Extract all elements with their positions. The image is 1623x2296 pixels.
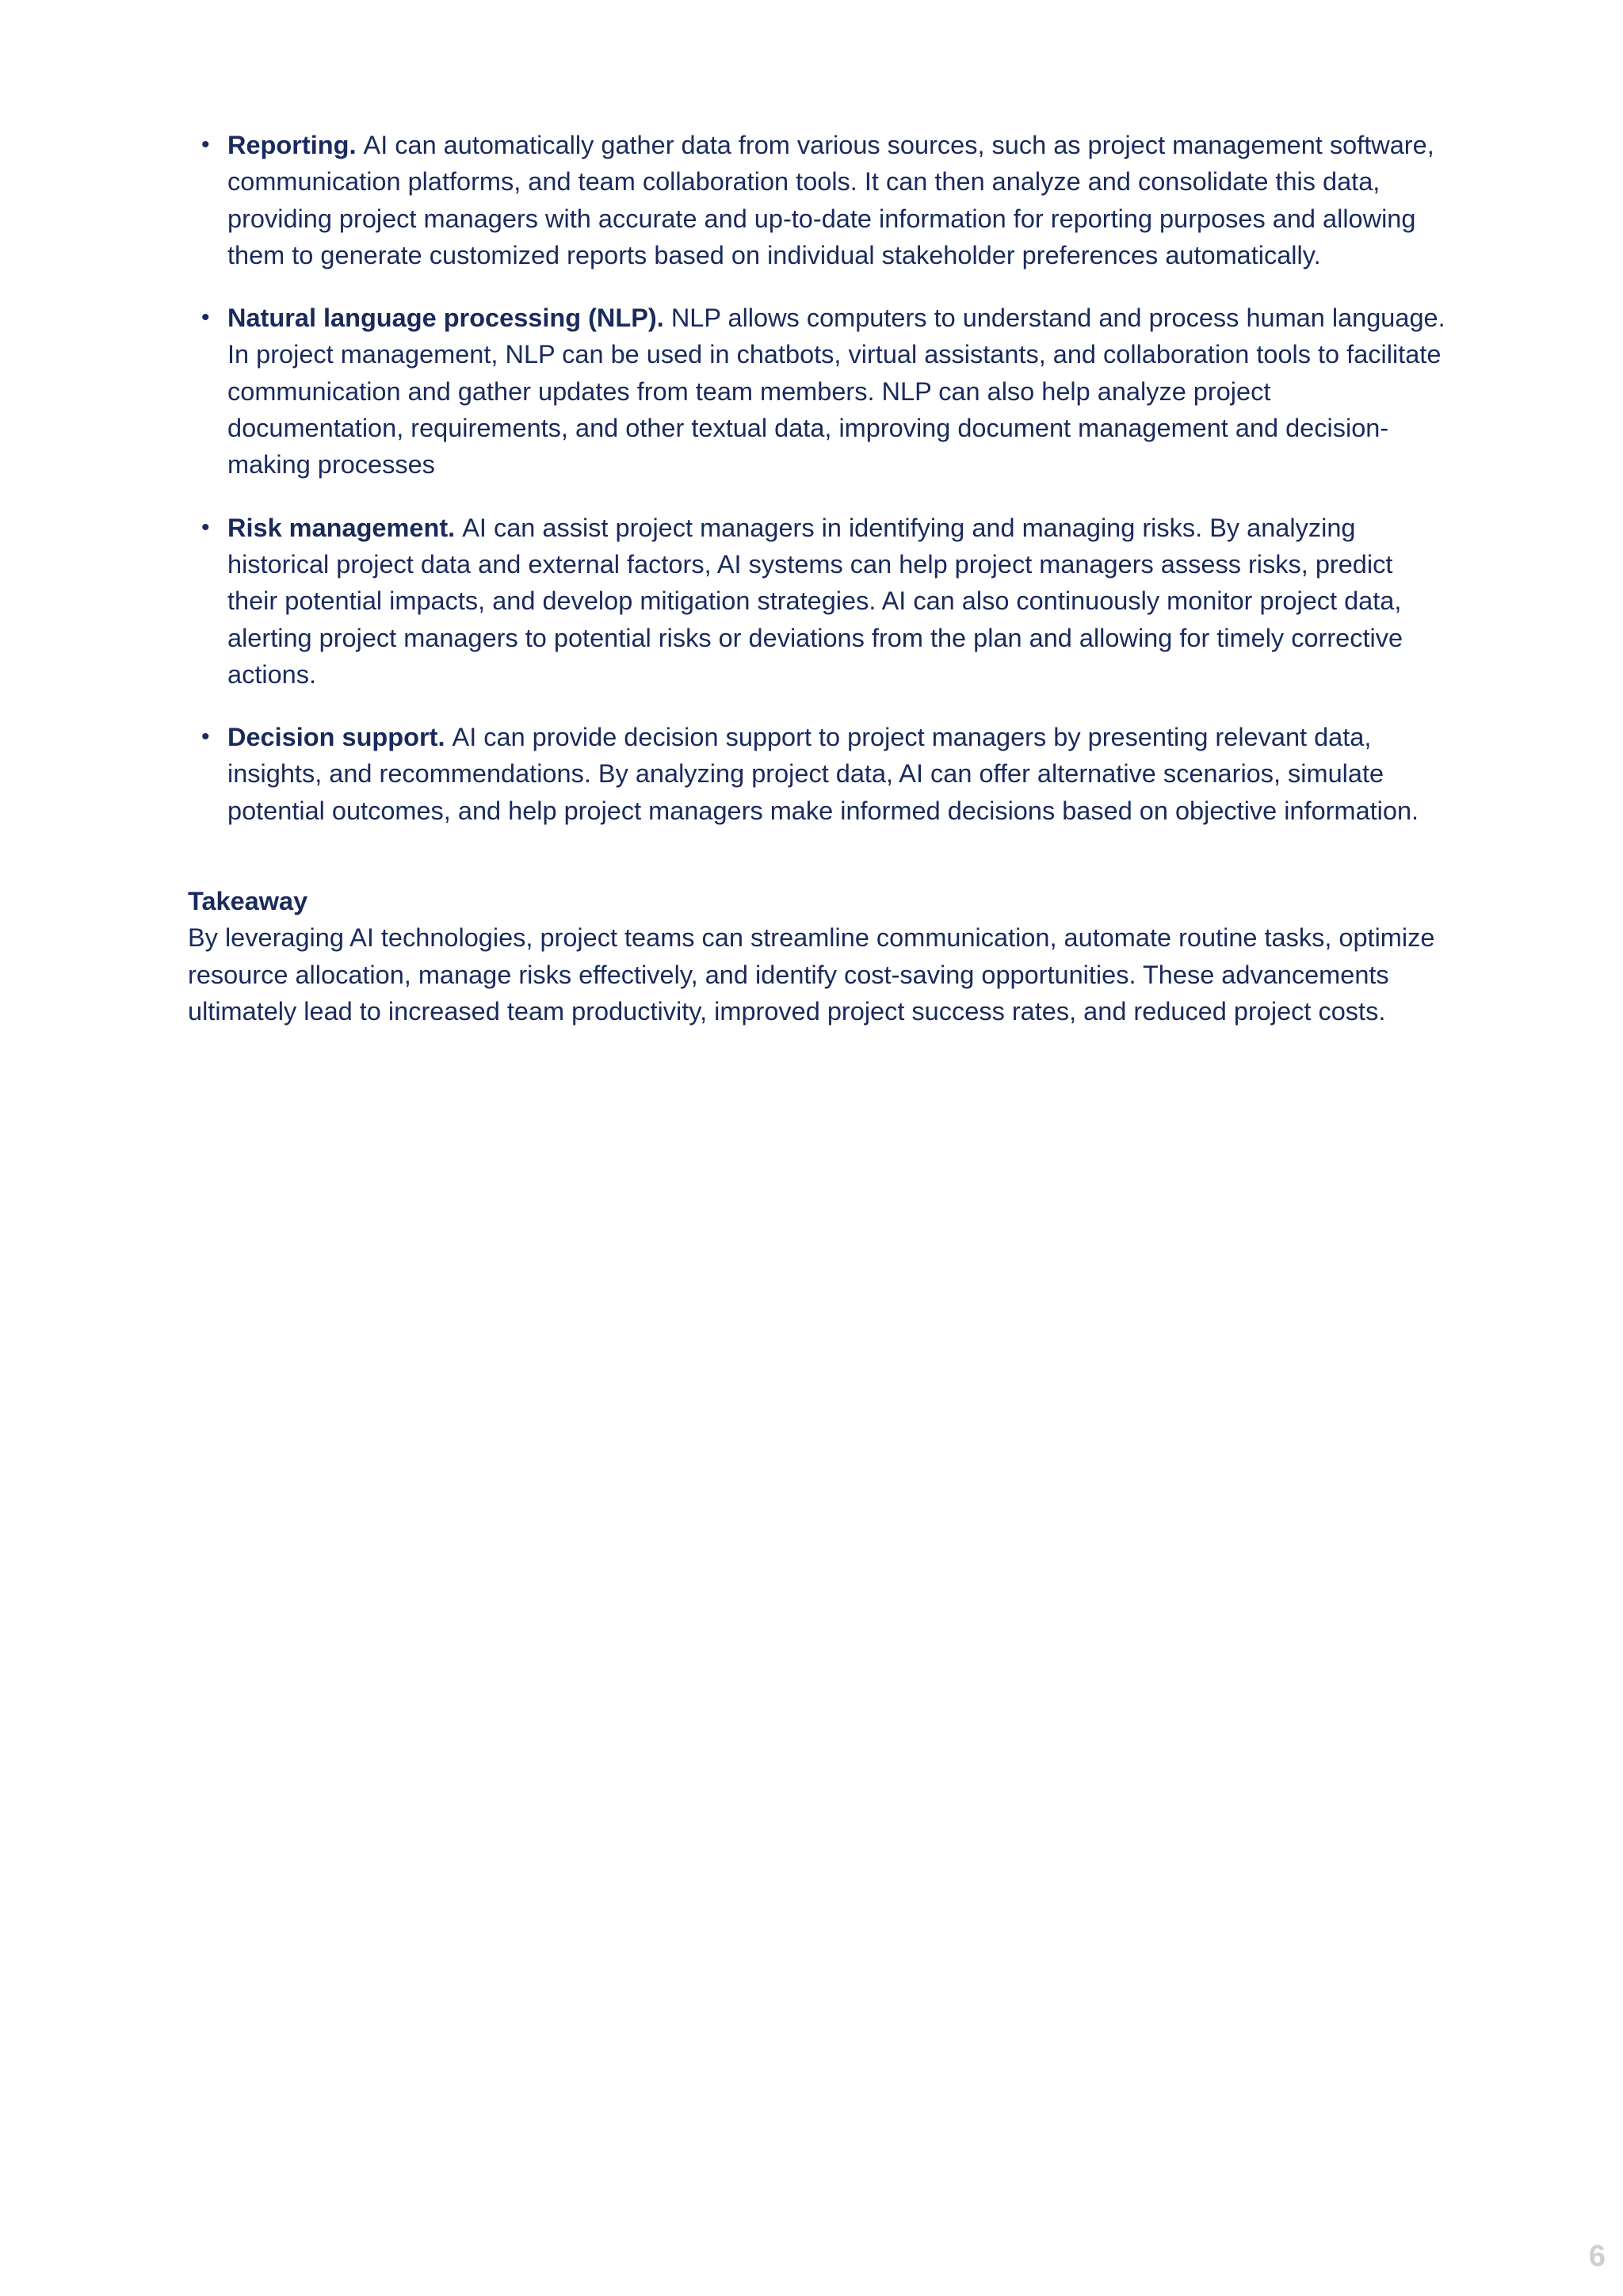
list-item-term: Reporting.	[227, 131, 364, 159]
bullet-icon: •	[201, 514, 210, 541]
list-item	[188, 510, 1448, 693]
bullet-list	[188, 127, 1448, 829]
page-number: 6	[1588, 2240, 1606, 2273]
takeaway-section	[188, 883, 1448, 1030]
list-item-term: Decision support.	[227, 723, 453, 752]
takeaway-heading: Takeaway	[188, 887, 308, 916]
bullet-icon: •	[201, 132, 210, 158]
list-item	[188, 300, 1448, 483]
page-content	[188, 127, 1448, 1030]
list-item	[188, 719, 1448, 829]
list-item-term: Risk management.	[227, 513, 463, 542]
list-item	[188, 127, 1448, 273]
list-item-text: NLP allows computers to understand and process human language. In project management, NLP can be used in chatbots, virtual assistants, and collaboration tools to facilitate communication and gather updates from team members. NLP can also help analyze project documentation, requirements, and other textual data, improving document management and decision-making processes	[227, 304, 1445, 479]
bullet-icon: •	[201, 724, 210, 751]
list-item-text: AI can automatically gather data from various sources, such as project management software, communication platforms, and team collaboration tools. It can then analyze and consolidate this data, providing project managers with accurate and up-to-date information for reporting purposes and allowing them to generate customized reports based on individual stakeholder preferences automatically.	[227, 131, 1434, 269]
list-item-text: AI can assist project managers in identifying and managing risks. By analyzing historical project data and external factors, AI systems can help project managers assess risks, predict their potential impacts, and develop mitigation strategies. AI can also continuously monitor project data, alerting project managers to potential risks or deviations from the plan and allowing for timely corrective actions.	[227, 513, 1403, 689]
list-item-text: AI can provide decision support to project managers by presenting relevant data, insights, and recommendations. By analyzing project data, AI can offer alternative scenarios, simulate potential outcomes, and help project managers make informed decisions based on objective information.	[227, 723, 1419, 825]
list-item-term: Natural language processing (NLP).	[227, 304, 671, 333]
takeaway-text: By leveraging AI technologies, project teams can streamline communication, automate routine tasks, optimize resource allocation, manage risks effectively, and identify cost-saving opportunities. These advancements ultimately lead to increased team productivity, improved project success rates, and reduced project costs.	[188, 923, 1435, 1026]
bullet-icon: •	[201, 304, 210, 331]
